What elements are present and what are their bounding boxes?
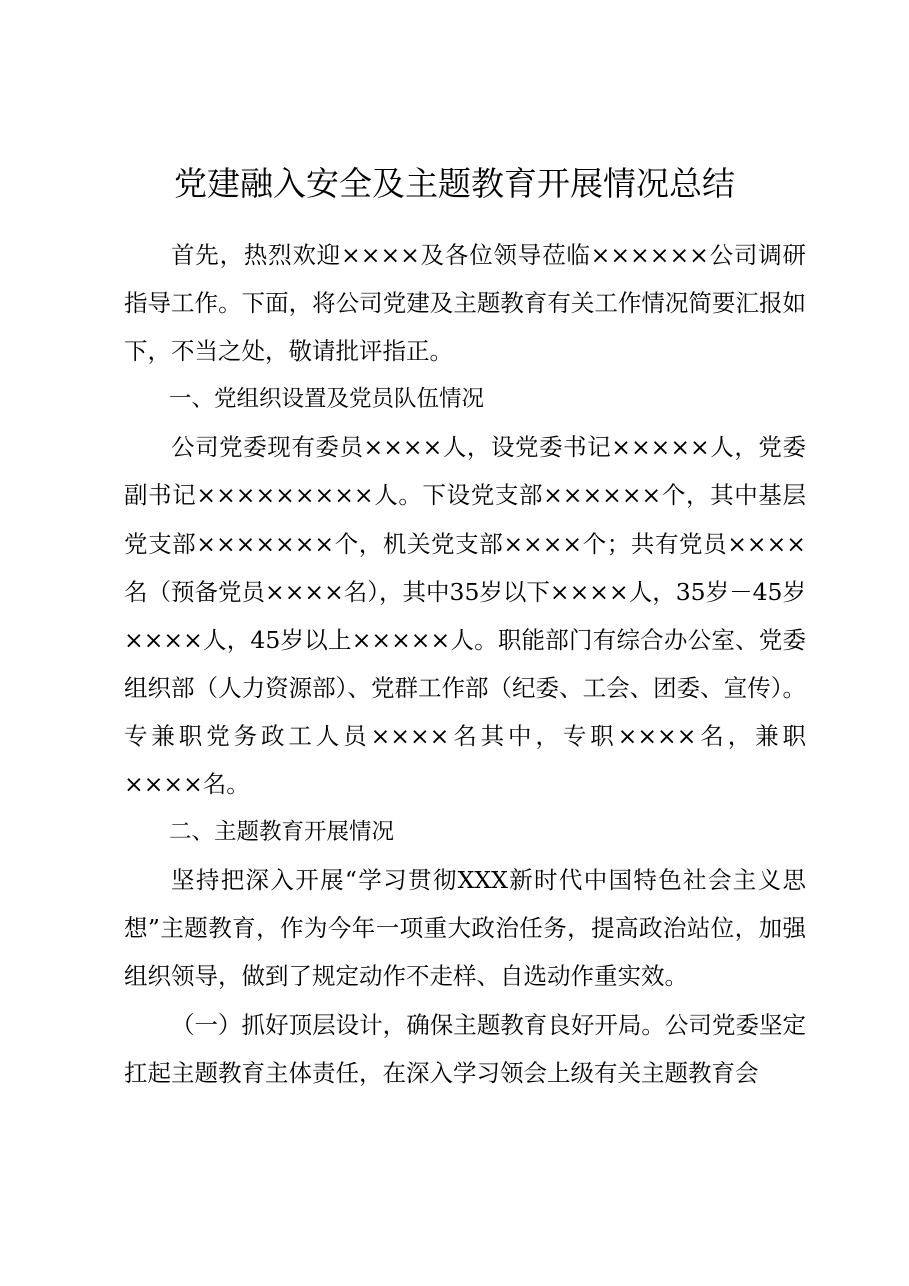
section-heading-2: 二、主题教育开展情况	[169, 819, 395, 846]
section-heading-1: 一、党组织设置及党员队伍情况	[169, 386, 485, 413]
paragraph-intro: 首先，热烈欢迎××××及各位领导莅临××××××公司调研指导工作。下面，将公司党建及主题教育有关工作情况简要汇报如下，不当之处，敬请批评指正。	[124, 241, 806, 366]
paragraph-party-organization: 公司党委现有委员××××人，设党委书记×××××人，党委副书记×××××××××人。下设党支部××××××个，其中基层党支部×××××××个，机关党支部××××个；共有党员××××名（预备党员××××名），其中35岁以下××××人，35岁－45岁××××人，45岁以上×××××人。职能部门有综合办公室、党委组织部（人力资源部）、党群工作部（纪委、工会、团委、宣传）。专兼职党务政工人员××××名其中，专职××××名，兼职××××名。	[124, 433, 806, 799]
paragraph-top-level-design: （一）抓好顶层设计，确保主题教育良好开局。公司党委坚定扛起主题教育主体责任，在深入学习领会上级有关主题教育会	[124, 1010, 806, 1087]
document-body	[124, 231, 806, 1097]
paragraph-theme-education: 坚持把深入开展“学习贯彻XXX新时代中国特色社会主义思想”主题教育，作为今年一项重大政治任务，提高政治站位，加强组织领导，做到了规定动作不走样、自选动作重实效。	[124, 866, 806, 991]
document-title: 党建融入安全及主题教育开展情况总结	[174, 164, 735, 203]
